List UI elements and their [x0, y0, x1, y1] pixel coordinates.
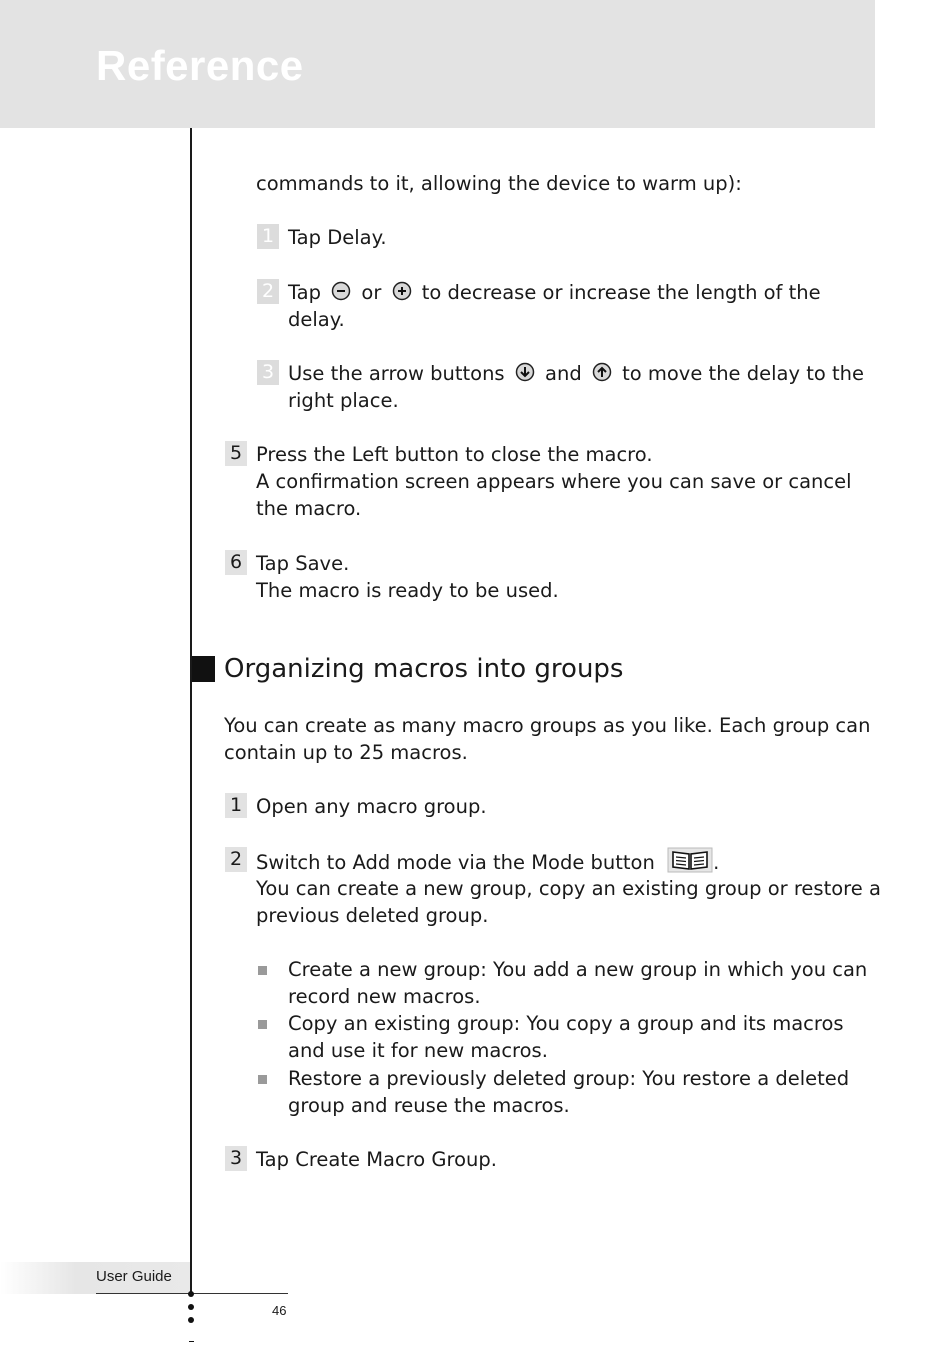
substep-text-line2: right place. — [288, 389, 399, 412]
substep-number: 3 — [257, 360, 279, 385]
step-number: 5 — [225, 441, 247, 466]
bullet-marker — [258, 966, 267, 975]
substep-text: Tap Delay. — [288, 226, 387, 249]
section-intro: contain up to 25 macros. — [224, 741, 468, 764]
substep-text-pre: Use the arrow buttons — [288, 362, 505, 385]
list-item: Restore a previously deleted group: You restore a deleted — [288, 1067, 850, 1090]
section-intro: You can create as many macro groups as you like. Each group can — [224, 714, 871, 737]
arrow-down-circle-icon — [515, 362, 535, 389]
step-text-line1: Switch to Add mode via the Mode button — [256, 851, 655, 874]
substep-text — [288, 360, 864, 389]
section-marker — [192, 656, 215, 682]
step-number: 2 — [225, 847, 247, 872]
substep-text-post: to decrease or increase the length of the — [421, 281, 821, 304]
substep-number: 2 — [257, 279, 279, 304]
list-item: Copy an existing group: You copy a group and its macros — [288, 1012, 844, 1035]
list-item: record new macros. — [288, 985, 481, 1008]
minus-circle-icon — [331, 281, 351, 308]
substep-text-post: to move the delay to the — [622, 362, 865, 385]
bullet-marker — [258, 1020, 267, 1029]
substep-text-mid: and — [545, 362, 582, 385]
page-title: Reference — [96, 42, 304, 89]
step-text-line1-end: . — [713, 851, 720, 874]
page-number: 46 — [272, 1303, 287, 1318]
margin-rule — [190, 128, 192, 1296]
bullet-marker — [258, 1075, 267, 1084]
step-text: The macro is ready to be used. — [256, 579, 559, 602]
step-text: Open any macro group. — [256, 795, 487, 818]
step-text: the macro. — [256, 497, 362, 520]
intro-continuation: commands to it, allowing the device to warm up): — [256, 172, 742, 195]
step-text: Press the Left button to close the macro. — [256, 443, 653, 466]
substep-number: 1 — [257, 224, 279, 249]
step-number: 3 — [225, 1146, 247, 1171]
step-text: A confirmation screen appears where you can save or cancel — [256, 470, 852, 493]
footer-dot — [188, 1317, 194, 1323]
step-text: Tap Save. — [256, 552, 350, 575]
arrow-up-circle-icon — [592, 362, 612, 389]
step-text: previous deleted group. — [256, 904, 489, 927]
list-item: Create a new group: You add a new group in which you can — [288, 958, 868, 981]
substep-text — [288, 279, 821, 308]
list-item: group and reuse the macros. — [288, 1094, 570, 1117]
header-band — [0, 0, 875, 128]
footer-dot — [188, 1304, 194, 1310]
footer-dot — [188, 1291, 194, 1297]
step-text: Tap Create Macro Group. — [256, 1148, 497, 1171]
substep-text-line2: delay. — [288, 308, 345, 331]
plus-circle-icon — [392, 281, 412, 308]
substep-text-mid: or — [361, 281, 382, 304]
list-item: and use it for new macros. — [288, 1039, 548, 1062]
step-number: 6 — [225, 550, 247, 575]
step-number: 1 — [225, 793, 247, 818]
step-text: You can create a new group, copy an existing group or restore a — [256, 877, 881, 900]
footer-label: User Guide — [96, 1268, 172, 1285]
substep-text-pre: Tap — [288, 281, 322, 304]
section-heading: Organizing macros into groups — [224, 654, 624, 684]
footer-tick — [189, 1341, 194, 1342]
